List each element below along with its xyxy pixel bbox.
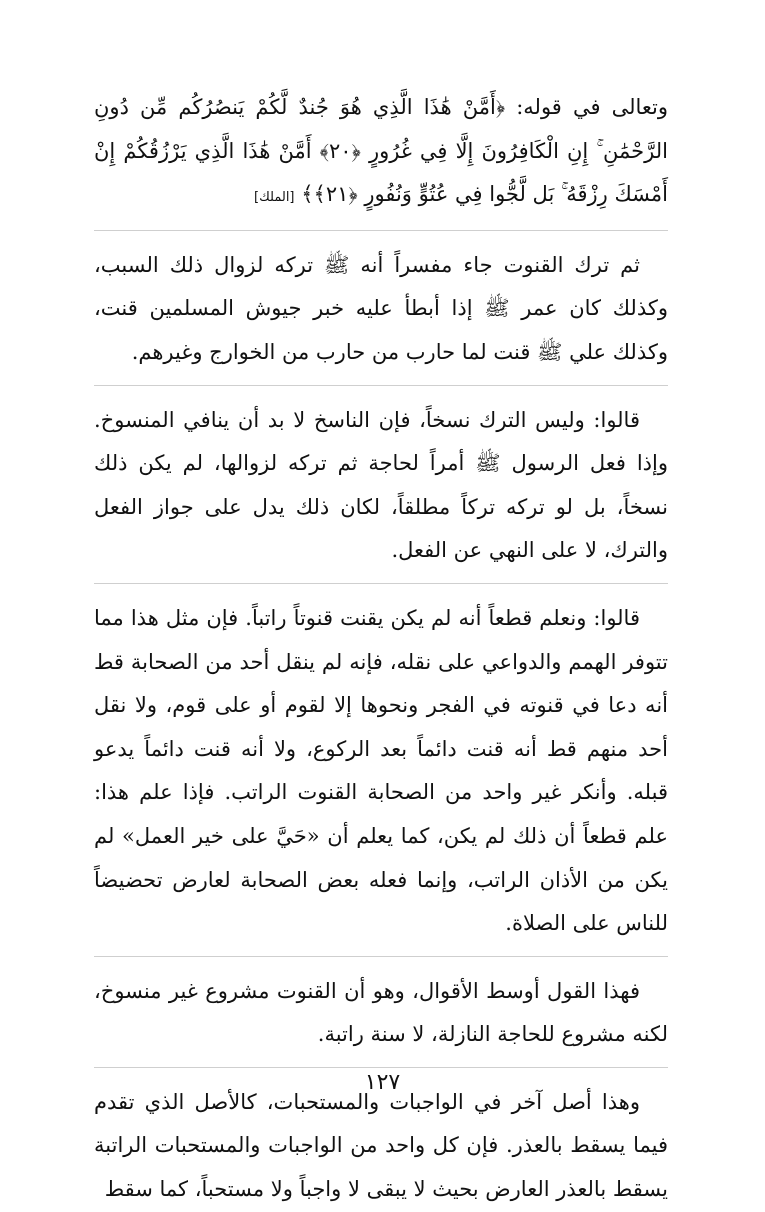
- page-number: ١٢٧: [364, 1070, 401, 1095]
- quran-verse-text: وتعالى في قوله: ﴿أَمَّنْ هَٰذَا الَّذِي هُوَ جُندٌ لَّكُمْ يَنصُرُكُم مِّن دُونِ الرَّحْمَٰنِ ۚ إِنِ الْكَافِرُونَ إِلَّا فِي غُرُورٍ ﴿٢٠﴾ أَمَّنْ هَٰذَا الَّذِي يَرْزُقُكُمْ إِنْ أَمْسَكَ رِزْقَهُ ۚ بَل لَّجُّوا فِي عُتُوٍّ وَنُفُورٍ ﴿٢١﴾﴾: [94, 95, 668, 207]
- paragraph-divider: [94, 230, 668, 231]
- paragraph-divider: [94, 1067, 668, 1068]
- paragraph-not-abrogation: قالوا: وليس الترك نسخاً، فإن الناسخ لا بد أن ينافي المنسوخ. وإذا فعل الرسول ﷺ أمراً لحاجة ثم تركه لزوالها، لم يكن ذلك نسخاً، بل لو تركه تركاً مطلقاً، لكان ذلك يدل على جواز الفعل والترك، لا على النهي عن الفعل.: [94, 407, 668, 563]
- paragraph-divider: [94, 583, 668, 584]
- paragraph-middle-opinion: فهذا القول أوسط الأقوال، وهو أن القنوت مشروع غير منسوخ، لكنه مشروع للحاجة النازلة، لا سنة راتبة.: [94, 978, 668, 1047]
- quran-quote-paragraph: [94, 86, 668, 220]
- paragraph-divider: [94, 956, 668, 957]
- paragraph-divider: [94, 385, 668, 386]
- paragraph-another-principle: وهذا أصل آخر في الواجبات والمستحبات، كالأصل الذي تقدم فيما يسقط بالعذر. فإن كل واحد من الواجبات والمستحبات الراتبة يسقط بالعذر العارض بحيث لا يبقى لا واجباً ولا مستحباً، كما سقط: [94, 1089, 668, 1202]
- sura-reference: [الملك]: [254, 190, 295, 206]
- paragraph-no-regular-qunut: قالوا: ونعلم قطعاً أنه لم يكن يقنت قنوتاً راتباً. فإن مثل هذا مما تتوفر الهمم والدواعي على نقله، فإنه لم ينقل أحد من الصحابة قط أنه دعا في قنوته في الفجر ونحوها إلا لقوم أو على قوم، ولا نقل أحد منهم قط أنه قنت دائماً بعد الركوع، ولا أنه قنت دائماً يدعو قبله. وأنكر غير واحد من الصحابة القنوت الراتب. فإذا علم هذا: علم قطعاً أن ذلك لم يكن، كما يعلم أن «حَيَّ على خير العمل» لم يكن من الأذان الراتب، وإنما فعله بعض الصحابة لعارض تحضيضاً للناس على الصلاة.: [94, 605, 668, 936]
- paragraph-qunut-abandonment: ثم ترك القنوت جاء مفسراً أنه ﷺ تركه لزوال ذلك السبب، وكذلك كان عمر ﷺ إذا أبطأ عليه خبر جيوش المسلمين قنت، وكذلك علي ﷺ قنت لما حارب من حارب من الخوارج وغيرهم.: [94, 252, 668, 364]
